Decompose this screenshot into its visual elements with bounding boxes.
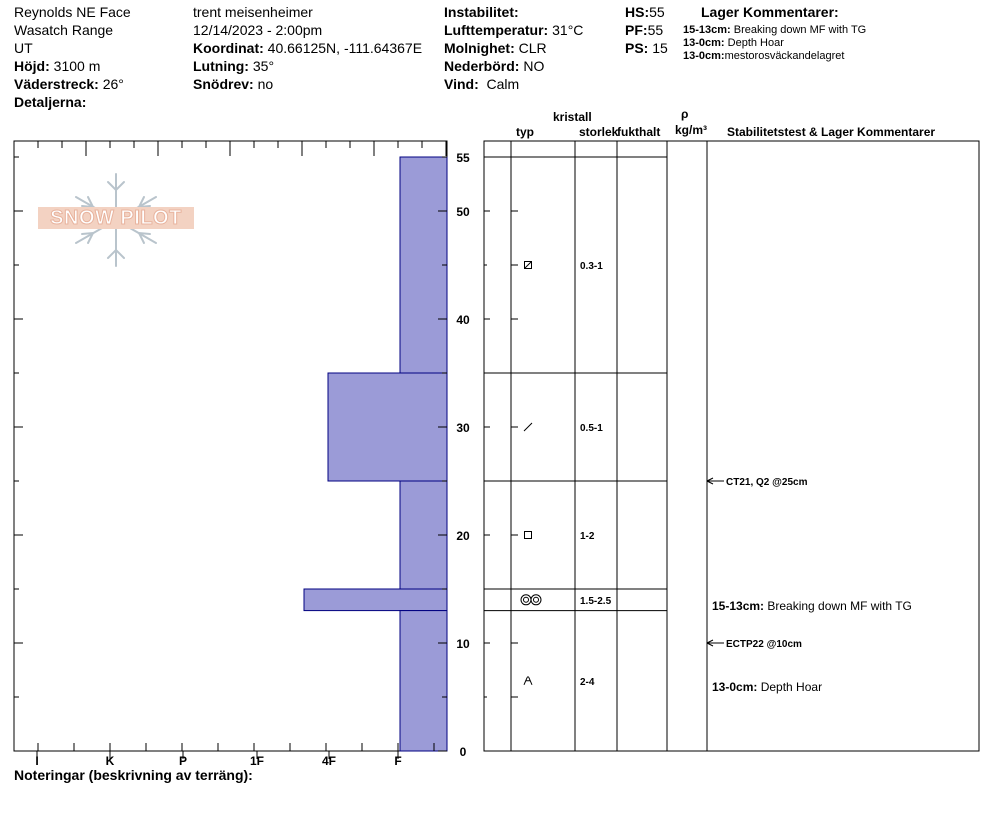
x-tick-label: K — [105, 754, 115, 768]
layer-comments-title: Lager Kommentarer: — [701, 4, 839, 20]
coord-value: 40.66125N, -111.64367E — [267, 40, 423, 56]
x-tick-label: F — [394, 754, 402, 768]
precip-label: Nederbörd: — [444, 58, 520, 74]
hardness-bar — [400, 611, 447, 751]
pf-label: PF: — [625, 22, 648, 38]
ps-value: 15 — [652, 40, 668, 56]
drift — [193, 75, 273, 93]
drift-label: Snödrev: — [193, 76, 254, 92]
x-tick-label: 4F — [321, 754, 337, 768]
hardness-bar — [304, 589, 447, 611]
hs — [625, 3, 665, 21]
elevation-label: Höjd: — [14, 58, 50, 74]
hs-value: 55 — [649, 4, 665, 20]
stability-test-label: ECTP22 @10cm — [726, 639, 802, 650]
details-label: Detaljerna: — [14, 94, 87, 110]
precip — [444, 57, 544, 75]
stability-test-label: CT21, Q2 @25cm — [726, 477, 808, 488]
instability — [444, 3, 519, 21]
hardness-bar — [400, 481, 447, 589]
slope-value: 35° — [252, 58, 275, 74]
layer-comment — [683, 37, 784, 50]
layer-comment-range: 13-0cm: — [683, 37, 725, 49]
airtemp-label: Lufttemperatur: — [444, 22, 549, 38]
col-density-unit: kg/m³ — [675, 123, 708, 137]
y-tick-label: 20 — [456, 529, 470, 543]
y-tick-label: 55 — [456, 151, 470, 165]
circle-shape — [521, 595, 531, 605]
crystal-size-label: 0.5-1 — [580, 423, 603, 434]
range: Wasatch Range — [14, 22, 114, 38]
coordinates — [193, 39, 422, 57]
layer-comment — [683, 50, 844, 63]
faceted-crystal-icon — [525, 532, 532, 539]
layer-comment-label — [712, 599, 912, 613]
diagonal-shape — [525, 262, 532, 269]
crystal-size-label: 1.5-2.5 — [580, 595, 612, 607]
test-arrow-head — [707, 478, 713, 484]
aspect-value: 26° — [102, 76, 124, 92]
notes-label: Noteringar (beskrivning av terräng): — [14, 767, 253, 783]
y-tick-label: 10 — [456, 637, 470, 651]
col-crystal: kristall — [553, 110, 592, 124]
crystal-table-frame — [484, 141, 979, 751]
ps-label: PS: — [625, 40, 649, 56]
x-tick-label: I — [35, 754, 39, 768]
decomposing-fragments-icon — [524, 423, 532, 431]
layer-comment — [683, 24, 866, 37]
precip-value: NO — [523, 58, 545, 74]
col-type: typ — [516, 125, 534, 139]
comment-range: 13-0cm: — [712, 680, 758, 695]
melt-form-icon — [521, 595, 541, 605]
y-tick-label: 0 — [459, 745, 467, 759]
comment-text: Depth Hoar — [757, 680, 823, 695]
test-arrow-head — [707, 640, 713, 646]
y-tick-label: 40 — [456, 313, 470, 327]
y-tick-label: 50 — [456, 205, 470, 219]
y-tick-label: 30 — [456, 421, 470, 435]
crystal-size-label: 2-4 — [580, 676, 595, 688]
logo-text: SNOW PILOT — [38, 207, 194, 229]
aspect — [14, 75, 124, 93]
observer: trent meisenheimer — [193, 4, 313, 20]
layer-comment-text: Breaking down MF with TG — [733, 24, 867, 36]
col-stability: Stabilitetstest & Lager Kommentarer — [727, 125, 936, 139]
pf-value: 55 — [647, 22, 664, 38]
layer-comment-range: 13-0cm: — [683, 50, 725, 62]
elevation — [14, 57, 100, 75]
elevation-value: 3100 m — [53, 58, 101, 74]
layer-comment-text: mestorosväckandelagret — [724, 50, 845, 62]
snowpilot-logo — [38, 170, 196, 270]
depth-hoar-icon — [524, 677, 532, 685]
square-shape — [525, 532, 532, 539]
slope-label: Lutning: — [193, 58, 249, 74]
sky-label: Molnighet: — [444, 40, 515, 56]
instab-label: Instabilitet: — [444, 4, 519, 20]
slope — [193, 57, 274, 75]
ps — [625, 39, 668, 57]
airtemp-value: 31°C — [552, 22, 584, 38]
wind-label: Vind: — [444, 76, 479, 92]
layer-comment-range: 15-13cm: — [683, 24, 731, 36]
comment-text: Breaking down MF with TG — [764, 599, 912, 614]
wind — [444, 75, 519, 93]
layer-comment-label — [712, 680, 822, 694]
col-density-symbol: ρ — [681, 107, 689, 121]
mixed-form-icon — [525, 262, 532, 269]
sky-value: CLR — [518, 40, 547, 56]
col-size: storlek — [579, 125, 619, 139]
crystal-size-label: 1-2 — [580, 531, 595, 542]
pf — [625, 21, 663, 39]
datetime: 12/14/2023 - 2:00pm — [193, 22, 323, 38]
slash-shape — [524, 423, 532, 431]
hardness-bar — [328, 373, 447, 481]
caret-shape — [524, 677, 532, 685]
x-tick-label: 1F — [249, 754, 265, 768]
air-temp — [444, 21, 583, 39]
crystal-size-label: 0.3-1 — [580, 261, 603, 272]
hardness-bar — [400, 157, 447, 373]
location: Reynolds NE Face — [14, 4, 131, 20]
state: UT — [14, 40, 33, 56]
wind-value: Calm — [486, 76, 520, 92]
circle-shape — [524, 597, 529, 602]
hs-label: HS: — [625, 4, 650, 20]
sky — [444, 39, 547, 57]
circle-shape — [534, 597, 539, 602]
coord-label: Koordinat: — [193, 40, 264, 56]
comment-range: 15-13cm: — [712, 599, 765, 614]
layer-comment-text: Depth Hoar — [727, 37, 784, 49]
aspect-label: Väderstreck: — [14, 76, 99, 92]
col-moisture: fukthalt — [617, 125, 661, 139]
circle-shape — [531, 595, 541, 605]
square-shape — [525, 262, 532, 269]
drift-value: no — [257, 76, 274, 92]
x-tick-label: P — [178, 754, 188, 768]
